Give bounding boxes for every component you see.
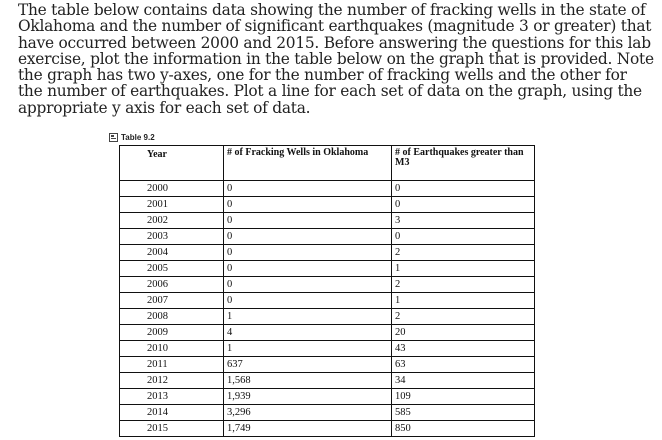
table-row xyxy=(120,389,535,405)
cell-year: 2008 xyxy=(120,309,224,325)
cell-fracking-wells: 0 xyxy=(224,197,392,213)
instructions-paragraph: The table below contains data showing the number of fracking wells in the state of Oklahoma and the number of significant earthquakes (magnitude 3 or greater) that have occurred between 2000 and 2015. Before answering the questions for this lab exercise, plot the information in the table below on the graph that is provided. Note the graph has two y-axes, one for the number of fracking wells and the other for the number of earthquakes. Plot a line for each set of data on the graph, using the appropriate y axis for each set of data. xyxy=(18,2,654,116)
table-row xyxy=(120,181,535,197)
cell-fracking-wells: 4 xyxy=(224,325,392,341)
table-header-row xyxy=(120,146,535,177)
cell-earthquakes: 0 xyxy=(392,197,535,213)
cell-year: 2006 xyxy=(120,277,224,293)
table-row xyxy=(120,213,535,229)
cell-earthquakes: 0 xyxy=(392,181,535,197)
cell-fracking-wells: 1 xyxy=(224,309,392,325)
cell-year: 2014 xyxy=(120,405,224,421)
table-row xyxy=(120,293,535,309)
cell-year: 2010 xyxy=(120,341,224,357)
cell-earthquakes: 20 xyxy=(392,325,535,341)
table-row xyxy=(120,261,535,277)
cell-earthquakes: 0 xyxy=(392,229,535,245)
cell-fracking-wells: 3,296 xyxy=(224,405,392,421)
cell-year: 2013 xyxy=(120,389,224,405)
header-year: Year xyxy=(120,146,224,177)
cell-fracking-wells: 0 xyxy=(224,245,392,261)
cell-fracking-wells: 1,939 xyxy=(224,389,392,405)
cell-year: 2012 xyxy=(120,373,224,389)
table-row xyxy=(120,309,535,325)
cell-fracking-wells: 1 xyxy=(224,341,392,357)
cell-year: 2007 xyxy=(120,293,224,309)
cell-earthquakes: 1 xyxy=(392,261,535,277)
table-row xyxy=(120,197,535,213)
cell-earthquakes: 585 xyxy=(392,405,535,421)
cell-earthquakes: 34 xyxy=(392,373,535,389)
cell-year: 2015 xyxy=(120,421,224,437)
cell-year: 2002 xyxy=(120,213,224,229)
cell-fracking-wells: 0 xyxy=(224,181,392,197)
cell-earthquakes: 1 xyxy=(392,293,535,309)
table-row xyxy=(120,245,535,261)
cell-earthquakes: 3 xyxy=(392,213,535,229)
header-earthquakes: # of Earthquakes greater than M3 xyxy=(392,146,535,177)
cell-year: 2004 xyxy=(120,245,224,261)
cell-year: 2005 xyxy=(120,261,224,277)
fracking-earthquake-table xyxy=(119,145,535,440)
cell-fracking-wells: 0 xyxy=(224,261,392,277)
cell-fracking-wells: 1,749 xyxy=(224,421,392,437)
cell-earthquakes: 2 xyxy=(392,245,535,261)
table-row xyxy=(120,357,535,373)
cell-earthquakes: 2 xyxy=(392,277,535,293)
cell-fracking-wells: 0 xyxy=(224,277,392,293)
cell-year: 2003 xyxy=(120,229,224,245)
cell-earthquakes: 63 xyxy=(392,357,535,373)
cell-year: 2000 xyxy=(120,181,224,197)
table-caption xyxy=(109,131,155,143)
cell-earthquakes: 850 xyxy=(392,421,535,437)
header-fracking-wells: # of Fracking Wells in Oklahoma xyxy=(224,146,392,177)
cell-earthquakes: 109 xyxy=(392,389,535,405)
cell-fracking-wells: 637 xyxy=(224,357,392,373)
cell-earthquakes: 43 xyxy=(392,341,535,357)
cell-fracking-wells: 0 xyxy=(224,229,392,245)
cell-year: 2011 xyxy=(120,357,224,373)
cell-fracking-wells: 1,568 xyxy=(224,373,392,389)
cell-fracking-wells: 0 xyxy=(224,213,392,229)
cell-year: 2001 xyxy=(120,197,224,213)
table-row xyxy=(120,421,535,437)
table-row xyxy=(120,277,535,293)
cell-fracking-wells: 0 xyxy=(224,293,392,309)
table-row xyxy=(120,373,535,389)
cell-year: 2009 xyxy=(120,325,224,341)
table-bottom-spacer xyxy=(120,437,535,440)
table-row xyxy=(120,405,535,421)
table-caption-label: Table 9.2 xyxy=(121,133,155,142)
cell-earthquakes: 2 xyxy=(392,309,535,325)
table-row xyxy=(120,341,535,357)
table-icon xyxy=(109,133,118,142)
table-row xyxy=(120,325,535,341)
table-row xyxy=(120,229,535,245)
